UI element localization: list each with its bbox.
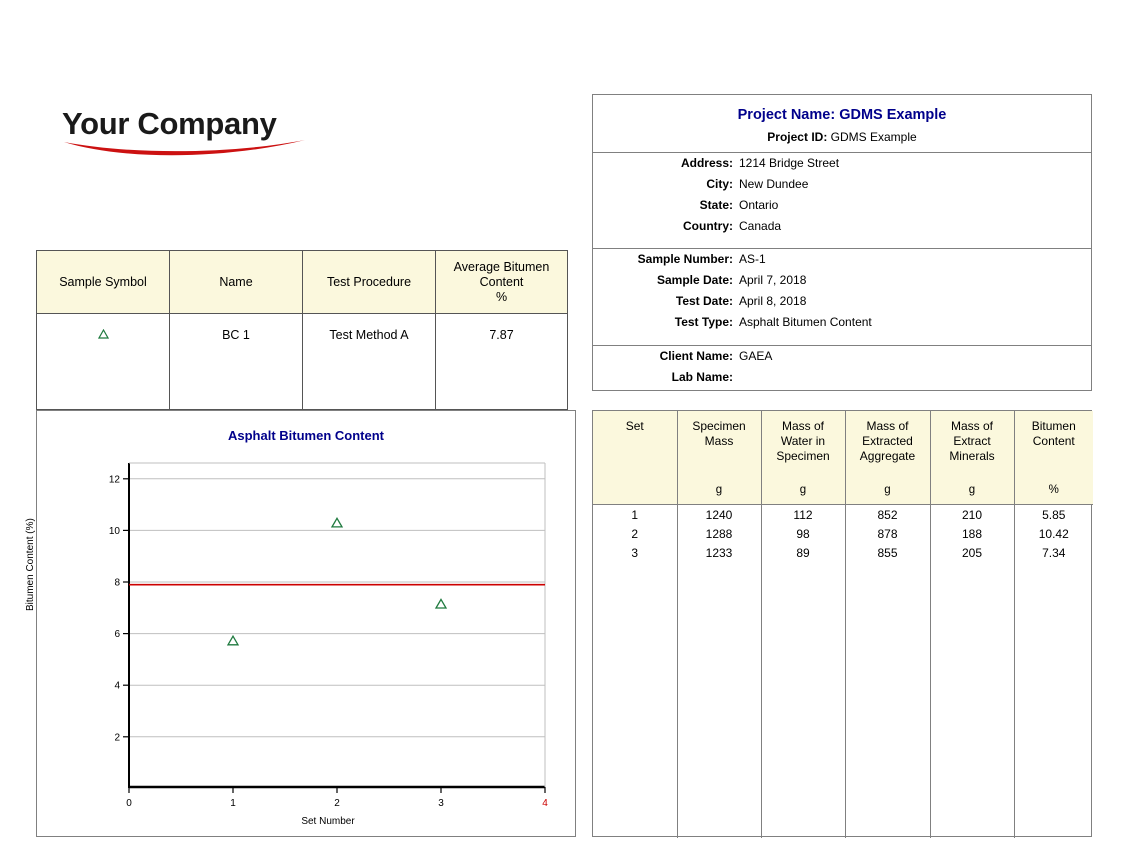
cell-mineral-mass: 205 xyxy=(930,543,1014,562)
lab-name-label: Lab Name: xyxy=(671,370,733,384)
cell-mineral-mass: 188 xyxy=(930,524,1014,543)
test-date-row xyxy=(593,291,1091,312)
project-name-value: GDMS Example xyxy=(839,107,947,123)
chart-panel xyxy=(25,410,576,837)
svg-text:4: 4 xyxy=(542,798,548,809)
cell-bitumen-content: 10.42 xyxy=(1038,526,1069,541)
header-line-1: Average Bitumen xyxy=(453,259,550,274)
svg-text:10: 10 xyxy=(108,525,120,537)
cell-average-bitumen-content: 7.87 xyxy=(436,314,568,410)
header-line-1: Specimen xyxy=(692,419,746,433)
header-line-1: Mass of xyxy=(781,419,824,433)
results-table-panel xyxy=(592,410,1092,837)
project-id-label: Project ID: xyxy=(767,130,828,144)
data-point-marker xyxy=(228,636,238,645)
cell-test-procedure: Test Method A xyxy=(303,314,436,410)
header-line-2: Extracted xyxy=(862,434,913,448)
city-label: City: xyxy=(706,177,733,191)
header-unit: % xyxy=(1048,484,1059,496)
project-id-value: GDMS Example xyxy=(830,130,917,144)
client-name-label: Client Name: xyxy=(659,349,733,363)
sample-number-row xyxy=(593,249,1091,270)
cell-set: 2 xyxy=(593,524,677,543)
table-row xyxy=(37,314,568,410)
project-title-section xyxy=(593,95,1091,153)
header-line-2: Extract xyxy=(953,434,991,448)
data-point-marker xyxy=(436,599,446,608)
address-row xyxy=(593,153,1091,174)
city-row xyxy=(593,174,1091,195)
chart-x-tick-labels xyxy=(126,798,548,809)
header-line-3: Specimen xyxy=(776,449,830,463)
test-type-value: Asphalt Bitumen Content xyxy=(739,315,872,329)
results-header-row xyxy=(593,411,1093,505)
address-label: Address: xyxy=(680,156,733,170)
column-header-average-bitumen-content xyxy=(436,251,568,314)
column-header-mass-of-extracted-aggregate xyxy=(845,411,930,505)
cell-specimen-mass: 1288 xyxy=(677,524,761,543)
chart-y-tick-labels xyxy=(109,474,121,743)
cell-bitumen-content: 5.85 xyxy=(1042,507,1066,522)
state-value: Ontario xyxy=(739,198,779,212)
sample-date-value: April 7, 2018 xyxy=(739,273,807,287)
lab-name-row xyxy=(593,367,1091,388)
state-label: State: xyxy=(699,198,733,212)
test-type-label: Test Type: xyxy=(674,315,733,329)
column-header-sample-symbol: Sample Symbol xyxy=(37,251,170,314)
column-header-mass-of-water-in-specimen xyxy=(761,411,845,505)
sample-summary-table xyxy=(36,250,567,390)
cell-set: 1 xyxy=(593,505,677,525)
sample-section xyxy=(593,249,1091,346)
country-label: Country: xyxy=(683,219,733,233)
address-value: 1214 Bridge Street xyxy=(739,156,840,170)
header-line-1: Mass of xyxy=(866,419,909,433)
header-line-3: Aggregate xyxy=(859,449,916,463)
column-header-mass-of-extract-minerals xyxy=(930,411,1014,505)
column-header-name: Name xyxy=(170,251,303,314)
cell-specimen-mass: 1240 xyxy=(677,505,761,525)
cell-set: 3 xyxy=(593,543,677,562)
project-information-panel xyxy=(592,94,1092,391)
svg-text:12: 12 xyxy=(108,474,120,486)
header-line-1: Set xyxy=(625,419,644,433)
table-row xyxy=(593,505,1093,525)
green-triangle-icon xyxy=(98,329,109,339)
cell-aggregate-mass: 855 xyxy=(845,543,930,562)
header-line-1: Bitumen xyxy=(1031,419,1076,433)
svg-text:4: 4 xyxy=(114,680,120,692)
cell-water-mass: 112 xyxy=(761,505,845,525)
client-section xyxy=(593,346,1091,392)
header-unit: g xyxy=(968,484,976,496)
chart-plot-area xyxy=(93,453,563,813)
svg-text:2: 2 xyxy=(334,798,340,809)
header-line-2: Mass xyxy=(704,434,734,448)
header-line-1: Mass of xyxy=(950,419,993,433)
project-id-row xyxy=(593,123,1091,154)
address-section xyxy=(593,153,1091,249)
cell-bitumen-content: 7.34 xyxy=(1042,545,1066,560)
column-header-test-procedure: Test Procedure xyxy=(303,251,436,314)
test-date-label: Test Date: xyxy=(675,294,733,308)
client-name-value: GAEA xyxy=(739,349,773,363)
project-name-row xyxy=(593,95,1091,123)
header-line-2: Water in xyxy=(780,434,826,448)
column-header-set xyxy=(593,411,677,505)
cell-water-mass: 89 xyxy=(761,543,845,562)
cell-mineral-mass: 210 xyxy=(930,505,1014,525)
cell-name: BC 1 xyxy=(170,314,303,410)
header-line-3: Minerals xyxy=(949,449,995,463)
cell-water-mass: 98 xyxy=(761,524,845,543)
column-header-bitumen-content xyxy=(1014,411,1093,505)
sample-date-row xyxy=(593,270,1091,291)
country-value: Canada xyxy=(739,219,782,233)
country-row xyxy=(593,216,1091,237)
chart-x-axis-label: Set Number xyxy=(301,816,355,827)
svg-text:8: 8 xyxy=(114,577,120,589)
table-row xyxy=(593,524,1093,543)
test-date-value: April 8, 2018 xyxy=(739,294,807,308)
chart-title: Asphalt Bitumen Content xyxy=(228,428,384,443)
cell-sample-symbol xyxy=(37,314,170,410)
sample-number-label: Sample Number: xyxy=(637,252,733,266)
sample-date-label: Sample Date: xyxy=(656,273,733,287)
header-unit: g xyxy=(799,484,807,496)
cell-aggregate-mass: 852 xyxy=(845,505,930,525)
chart-y-axis-label: Bitumen Content (%) xyxy=(25,518,36,611)
company-logo-text: Your Company xyxy=(62,106,277,141)
company-logo xyxy=(62,106,362,166)
cell-aggregate-mass: 878 xyxy=(845,524,930,543)
sample-number-value: AS-1 xyxy=(739,252,766,266)
header-unit: g xyxy=(884,484,891,496)
svg-text:6: 6 xyxy=(114,629,120,641)
test-type-row xyxy=(593,312,1091,333)
svg-text:2: 2 xyxy=(114,732,120,744)
cell-specimen-mass: 1233 xyxy=(677,543,761,562)
data-point-marker xyxy=(332,518,342,527)
project-name-label: Project Name: xyxy=(737,107,836,123)
state-row xyxy=(593,195,1091,216)
svg-text:0: 0 xyxy=(126,798,132,809)
svg-text:3: 3 xyxy=(438,798,444,809)
table-row xyxy=(593,543,1093,562)
header-line-2: Content xyxy=(1032,434,1075,448)
city-value: New Dundee xyxy=(739,177,809,191)
table-header-row xyxy=(37,251,568,314)
header-line-2: Content xyxy=(479,274,524,289)
header-unit: g xyxy=(715,484,723,496)
svg-text:1: 1 xyxy=(230,798,236,809)
column-header-specimen-mass xyxy=(677,411,761,505)
client-name-row xyxy=(593,346,1091,367)
logo-swoosh-icon xyxy=(62,138,308,160)
header-line-3: % xyxy=(495,289,508,304)
